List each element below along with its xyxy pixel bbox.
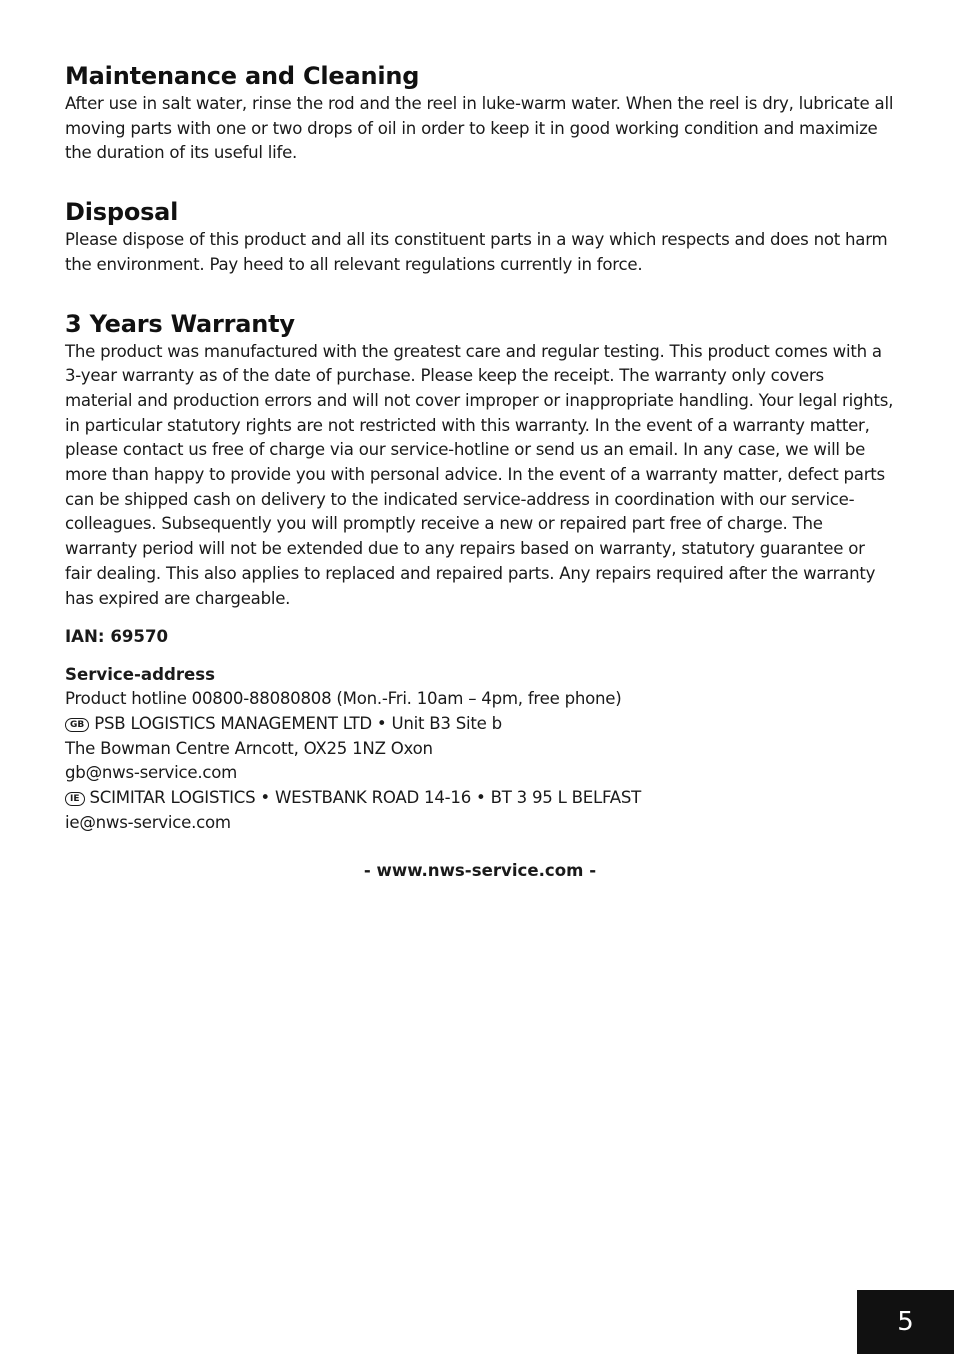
ian-number: IAN: 69570: [65, 627, 169, 647]
gb-address-line2: The Bowman Centre Arncott, OX25 1NZ Oxon: [65, 738, 433, 758]
gb-address-line1: [65, 712, 895, 737]
website-link[interactable]: - www.nws-service.com -: [363, 861, 597, 881]
maintenance-heading: Maintenance and Cleaning: [65, 62, 420, 90]
service-address-section: [65, 663, 895, 835]
maintenance-section: [65, 60, 895, 166]
ie-email-link[interactable]: ie@nws-service.com: [65, 812, 231, 832]
ie-country-icon: IE: [65, 792, 85, 806]
service-hotline: Product hotline 00800-88080808 (Mon.-Fri. 10am – 4pm, free phone): [65, 689, 622, 709]
gb-country-icon: GB: [65, 718, 89, 732]
ie-company: SCIMITAR LOGISTICS • WESTBANK ROAD 14-16 • BT 3 95 L BELFAST: [89, 788, 642, 808]
disposal-text: Please dispose of this product and all its constituent parts in a way which respects and does not harm the environment. Pay heed to all relevant regulations currently in force.: [65, 230, 888, 274]
disposal-section: [65, 196, 895, 277]
disposal-heading: Disposal: [65, 198, 179, 227]
maintenance-text: After use in salt water, rinse the rod and the reel in luke-warm water. When the reel is dry, lubricate all moving parts with one or two drops of oil in order to keep it in good working condition and maximize the duration of its useful life.: [65, 94, 894, 163]
warranty-section: [65, 308, 895, 612]
ie-address-line1: [65, 786, 895, 811]
warranty-text: The product was manufactured with the greatest care and regular testing. This product comes with a 3-year warranty as of the date of purchase. Please keep the receipt. The warranty only covers material and production errors and will not cover improper or inappropriate handling. Your legal rights, in particular statutory rights are not restricted with this warranty. In the event of a warranty matter, please contact us free of charge via our service-hotline or send us an email. In any case, we will be more than happy to provide you with personal advice. In the event of a warranty matter, defect parts can be shipped cash on delivery to the indicated service-address in coordination with our service-colleagues. Subsequently you will promptly receive a new or repaired part free of charge. The warranty period will not be extended due to any repairs based on warranty, statutory guarantee or fair dealing. This also applies to replaced and repaired parts. Any repairs required after the warranty has expired are chargeable.: [65, 341, 894, 608]
gb-company: PSB LOGISTICS MANAGEMENT LTD • Unit B3 Site b: [94, 713, 502, 733]
warranty-heading: 3 Years Warranty: [65, 309, 295, 338]
document-content: [65, 60, 895, 883]
service-address-heading: Service-address: [65, 665, 216, 685]
page-number: 5: [857, 1290, 954, 1354]
gb-email-link[interactable]: gb@nws-service.com: [65, 763, 238, 783]
